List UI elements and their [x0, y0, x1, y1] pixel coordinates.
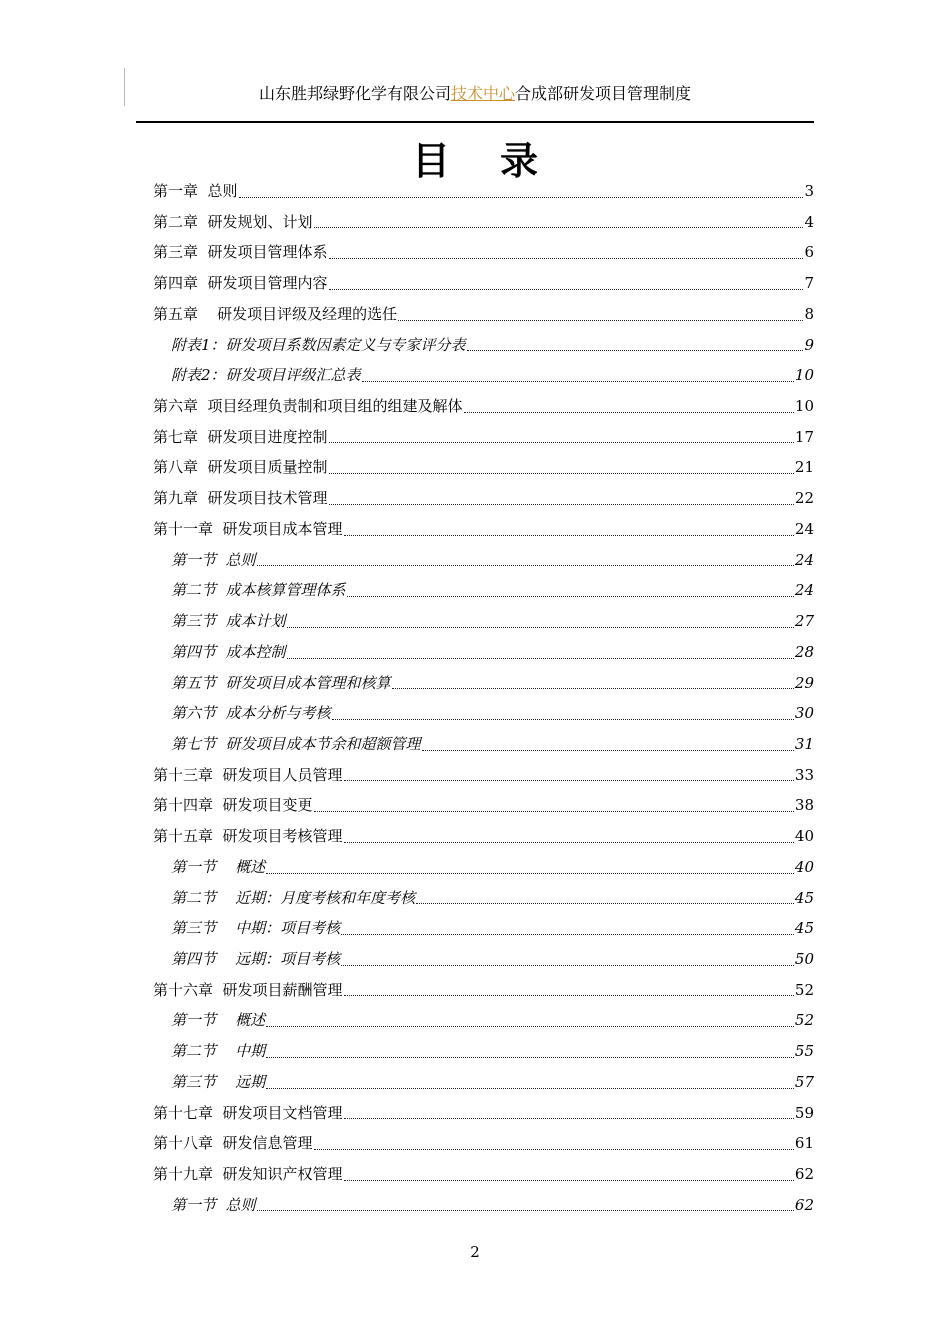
- toc-entry[interactable]: [153, 1036, 814, 1067]
- page-header: [0, 84, 950, 104]
- toc-entry[interactable]: [153, 729, 814, 760]
- header-rule: [136, 121, 814, 123]
- toc-dot-leader: [347, 596, 794, 597]
- toc-entry[interactable]: [153, 606, 814, 637]
- toc-entry-page: 52: [794, 1011, 814, 1030]
- toc-entry-page: 3: [804, 182, 814, 200]
- toc-entry-page: 30: [794, 704, 814, 723]
- toc-entry-label: 第六节 成本分析与考核: [171, 704, 331, 723]
- toc-entry[interactable]: [153, 268, 814, 299]
- toc-entry-label: 第十一章 研发项目成本管理: [153, 519, 343, 538]
- toc-entry-page: 50: [794, 949, 814, 968]
- toc-entry[interactable]: [153, 821, 814, 852]
- toc-entry[interactable]: [153, 1098, 814, 1129]
- toc-dot-leader: [422, 750, 794, 751]
- toc-entry-page: 62: [794, 1165, 814, 1183]
- toc-entry[interactable]: [153, 360, 814, 391]
- toc-dot-leader: [392, 688, 794, 689]
- toc-entry-label: 第一节 总则: [171, 1195, 256, 1214]
- table-of-contents: [153, 176, 814, 1220]
- toc-entry-label: 第二节 成本核算管理体系: [171, 581, 346, 600]
- toc-dot-leader: [329, 504, 794, 505]
- toc-entry-label: 第三章 研发项目管理体系: [153, 243, 328, 262]
- toc-dot-leader: [257, 1210, 794, 1211]
- toc-entry-label: 第一节 总则: [171, 550, 256, 569]
- toc-entry[interactable]: [153, 852, 814, 883]
- toc-entry-label: 第五节 研发项目成本管理和核算: [171, 673, 391, 692]
- toc-entry-label: 第四节 远期：项目考核: [171, 949, 341, 968]
- toc-entry-page: 45: [794, 888, 814, 907]
- toc-entry-label: 第三节 中期：项目考核: [171, 919, 341, 938]
- toc-entry-label: 第十九章 研发知识产权管理: [153, 1165, 343, 1183]
- toc-entry[interactable]: [153, 483, 814, 514]
- toc-dot-leader: [239, 197, 804, 198]
- toc-entry-page: 27: [794, 612, 814, 631]
- toc-dot-leader: [344, 1118, 794, 1119]
- toc-dot-leader: [329, 289, 804, 290]
- toc-entry[interactable]: [153, 944, 814, 975]
- toc-entry-label: 第一章 总则: [153, 182, 238, 200]
- toc-entry[interactable]: [153, 668, 814, 699]
- toc-dot-leader: [332, 719, 794, 720]
- toc-dot-leader: [464, 412, 794, 413]
- toc-dot-leader: [467, 350, 804, 351]
- toc-entry-label: 第十八章 研发信息管理: [153, 1134, 313, 1153]
- toc-entry[interactable]: [153, 514, 814, 545]
- toc-dot-leader: [344, 995, 794, 996]
- toc-entry-page: 40: [794, 857, 814, 876]
- toc-entry-page: 29: [794, 673, 814, 692]
- toc-entry-label: 第九章 研发项目技术管理: [153, 489, 328, 508]
- toc-entry-page: 61: [794, 1134, 814, 1153]
- toc-dot-leader: [266, 873, 794, 874]
- toc-entry-label: 第七节 研发项目成本节余和超额管理: [171, 734, 421, 753]
- toc-entry-label: 附表1：研发项目系数因素定义与专家评分表: [171, 335, 466, 354]
- toc-entry-page: 40: [794, 827, 814, 846]
- toc-entry[interactable]: [153, 760, 814, 791]
- toc-dot-leader: [398, 320, 803, 321]
- toc-entry-label: 第二章 研发规划、计划: [153, 212, 313, 231]
- toc-dot-leader: [344, 842, 794, 843]
- toc-dot-leader: [314, 227, 804, 228]
- toc-dot-leader: [344, 780, 794, 781]
- toc-entry-page: 9: [804, 335, 814, 354]
- toc-entry-label: 第三节 成本计划: [171, 612, 286, 631]
- toc-entry-page: 22: [794, 489, 814, 508]
- toc-entry[interactable]: [153, 575, 814, 606]
- toc-entry-label: 第一节 概述: [171, 857, 266, 876]
- toc-entry-page: 17: [794, 427, 814, 446]
- toc-entry[interactable]: [153, 1005, 814, 1036]
- toc-entry-page: 8: [804, 304, 814, 323]
- toc-dot-leader: [344, 1180, 794, 1181]
- toc-entry-label: 第四节 成本控制: [171, 642, 286, 661]
- toc-entry[interactable]: [153, 545, 814, 576]
- toc-entry-page: 62: [794, 1195, 814, 1214]
- toc-entry-page: 24: [794, 519, 814, 538]
- toc-dot-leader: [266, 1057, 794, 1058]
- toc-entry[interactable]: [153, 391, 814, 422]
- toc-entry-page: 24: [794, 550, 814, 569]
- toc-entry[interactable]: [153, 637, 814, 668]
- toc-entry-page: 28: [794, 642, 814, 661]
- toc-entry-label: 第十六章 研发项目薪酬管理: [153, 980, 343, 999]
- toc-entry[interactable]: [153, 698, 814, 729]
- toc-entry-page: 59: [794, 1103, 814, 1122]
- toc-dot-leader: [329, 258, 804, 259]
- toc-dot-leader: [329, 473, 794, 474]
- page-number: 2: [470, 1243, 480, 1261]
- toc-entry[interactable]: [153, 330, 814, 361]
- toc-entry-label: 第七章 研发项目进度控制: [153, 427, 328, 446]
- toc-dot-leader: [287, 658, 794, 659]
- toc-entry-label: 第八章 研发项目质量控制: [153, 458, 328, 477]
- toc-entry-page: 21: [794, 458, 814, 477]
- toc-entry[interactable]: [153, 452, 814, 483]
- toc-entry-label: 第十四章 研发项目变更: [153, 796, 313, 815]
- toc-entry-page: 24: [794, 581, 814, 600]
- toc-entry-label: 第一节 概述: [171, 1011, 266, 1030]
- toc-entry[interactable]: [153, 1128, 814, 1159]
- toc-entry-label: 第四章 研发项目管理内容: [153, 274, 328, 293]
- toc-entry-page: 57: [794, 1072, 814, 1091]
- toc-entry-page: 55: [794, 1042, 814, 1061]
- toc-entry-page: 7: [804, 274, 814, 293]
- toc-entry-label: 第二节 近期：月度考核和年度考核: [171, 888, 416, 907]
- toc-dot-leader: [287, 627, 794, 628]
- toc-entry-page: 45: [794, 919, 814, 938]
- toc-entry[interactable]: [153, 207, 814, 238]
- toc-entry[interactable]: [153, 422, 814, 453]
- toc-entry[interactable]: [153, 913, 814, 944]
- toc-entry-label: 第二节 中期: [171, 1042, 266, 1061]
- toc-entry-label: 第十五章 研发项目考核管理: [153, 827, 343, 846]
- header-highlight-link[interactable]: 技术中心: [450, 84, 515, 103]
- toc-entry[interactable]: [153, 883, 814, 914]
- toc-entry-label: 第六章 项目经理负责制和项目组的组建及解体: [153, 397, 463, 416]
- toc-entry-label: 第十七章 研发项目文档管理: [153, 1103, 343, 1122]
- toc-title: 目录: [411, 139, 588, 183]
- toc-entry-label: 附表2：研发项目评级汇总表: [171, 366, 361, 385]
- toc-entry[interactable]: [153, 1067, 814, 1098]
- toc-entry-page: 6: [804, 243, 814, 262]
- toc-entry-page: 33: [794, 765, 814, 784]
- toc-dot-leader: [341, 965, 794, 966]
- toc-dot-leader: [344, 535, 794, 536]
- toc-dot-leader: [257, 565, 794, 566]
- toc-dot-leader: [362, 381, 794, 382]
- toc-entry-page: 52: [794, 980, 814, 999]
- toc-dot-leader: [266, 1088, 794, 1089]
- toc-entry[interactable]: [153, 176, 814, 207]
- toc-dot-leader: [329, 442, 794, 443]
- toc-entry-page: 4: [804, 212, 814, 231]
- toc-entry-label: 第三节 远期: [171, 1072, 266, 1091]
- toc-entry-label: 第五章 研发项目评级及经理的选任: [153, 304, 398, 323]
- toc-entry[interactable]: [153, 1159, 814, 1190]
- toc-entry[interactable]: [153, 237, 814, 268]
- toc-entry-label: 第十三章 研发项目人员管理: [153, 765, 343, 784]
- toc-entry[interactable]: [153, 1190, 814, 1221]
- toc-dot-leader: [314, 1149, 794, 1150]
- toc-dot-leader: [314, 811, 794, 812]
- toc-entry[interactable]: [153, 299, 814, 330]
- toc-dot-leader: [341, 934, 794, 935]
- toc-entry[interactable]: [153, 790, 814, 821]
- toc-dot-leader: [416, 903, 794, 904]
- toc-entry-page: 38: [794, 796, 814, 815]
- header-company: 山东胜邦绿野化学有限公司: [258, 84, 451, 103]
- toc-entry-page: 10: [794, 397, 814, 416]
- toc-entry-page: 31: [794, 734, 814, 753]
- toc-dot-leader: [266, 1026, 794, 1027]
- header-document-name: 合成部研发项目管理制度: [515, 84, 692, 103]
- toc-entry-page: 10: [794, 366, 814, 385]
- toc-entry[interactable]: [153, 975, 814, 1006]
